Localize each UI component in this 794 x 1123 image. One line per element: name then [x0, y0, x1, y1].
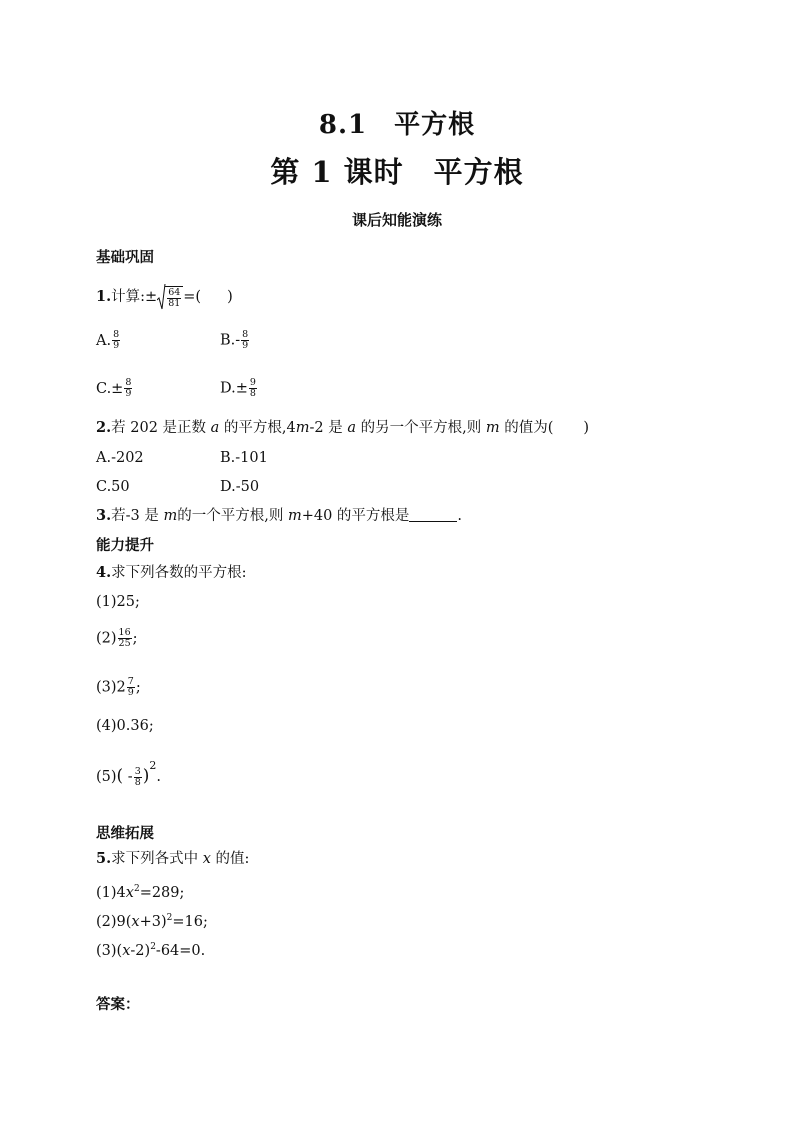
- option-d: D.-50: [220, 479, 260, 495]
- question-4-item-2: (2) $\frac{16}{25}$ ;: [96, 627, 138, 649]
- exercise-heading: 课后知能演练: [351, 211, 442, 229]
- option-a: A. $\frac{8}{9}$: [96, 329, 120, 351]
- option-d: D.± $\frac{9}{8}$: [220, 377, 256, 399]
- option-c: C.± $\frac{8}{9}$: [96, 377, 132, 399]
- option-row: [96, 329, 249, 351]
- fraction: $\frac{64}{81}$: [168, 286, 181, 309]
- question-text: 计算:±: [111, 289, 158, 305]
- question-5-item-1: $(1)4x^2=289$;: [96, 884, 185, 901]
- option-c: C.50: [96, 479, 130, 495]
- question-5: 5.求下列各式中 x 的值:: [96, 850, 250, 867]
- option-row: [96, 377, 256, 399]
- question-2: 2.若 202 是正数 a 的平方根,4m-2 是 a 的另一个平方根,则 m 的值为( ): [96, 419, 590, 436]
- lesson-title: 8.1 平方根: [318, 110, 476, 140]
- answer-blank: [409, 507, 457, 522]
- question-4-item-1: (1)25;: [96, 594, 140, 610]
- option-b: B.- $\frac{8}{9}$: [220, 329, 249, 351]
- question-5-item-2: $(2)9(x+3)^2=16$;: [96, 913, 208, 930]
- sqrt-symbol: [157, 284, 183, 310]
- question-4: 4.求下列各数的平方根:: [96, 564, 247, 581]
- option-row: [96, 448, 268, 468]
- question-number: 1.: [96, 288, 112, 305]
- question-4-item-3: (3)2 $\frac{7}{9}$ ;: [96, 676, 141, 698]
- option-b: B.-101: [220, 450, 268, 466]
- question-3: 3.若-3 是 m的一个平方根,则 m+40 的平方根是 .: [96, 507, 463, 524]
- section-thinking: 思维拓展: [96, 825, 154, 842]
- section-answer: 答案：: [96, 996, 140, 1013]
- lesson-subtitle: 第 1 课时 平方根: [270, 155, 524, 189]
- section-basic: 基础巩固: [96, 249, 154, 266]
- question-1: 1.计算:± $\frac{64}{81}$ =( ): [96, 284, 233, 310]
- question-4-item-4: (4)0.36;: [96, 718, 154, 734]
- question-4-item-5: (5)( - $\frac{3}{8}$ )$^2$.: [96, 759, 161, 788]
- section-ability: 能力提升: [96, 537, 154, 554]
- option-row: [96, 477, 260, 497]
- question-5-item-3: $(3)(x-2)^2-64=0$.: [96, 942, 206, 959]
- option-a: A.-202: [96, 450, 144, 466]
